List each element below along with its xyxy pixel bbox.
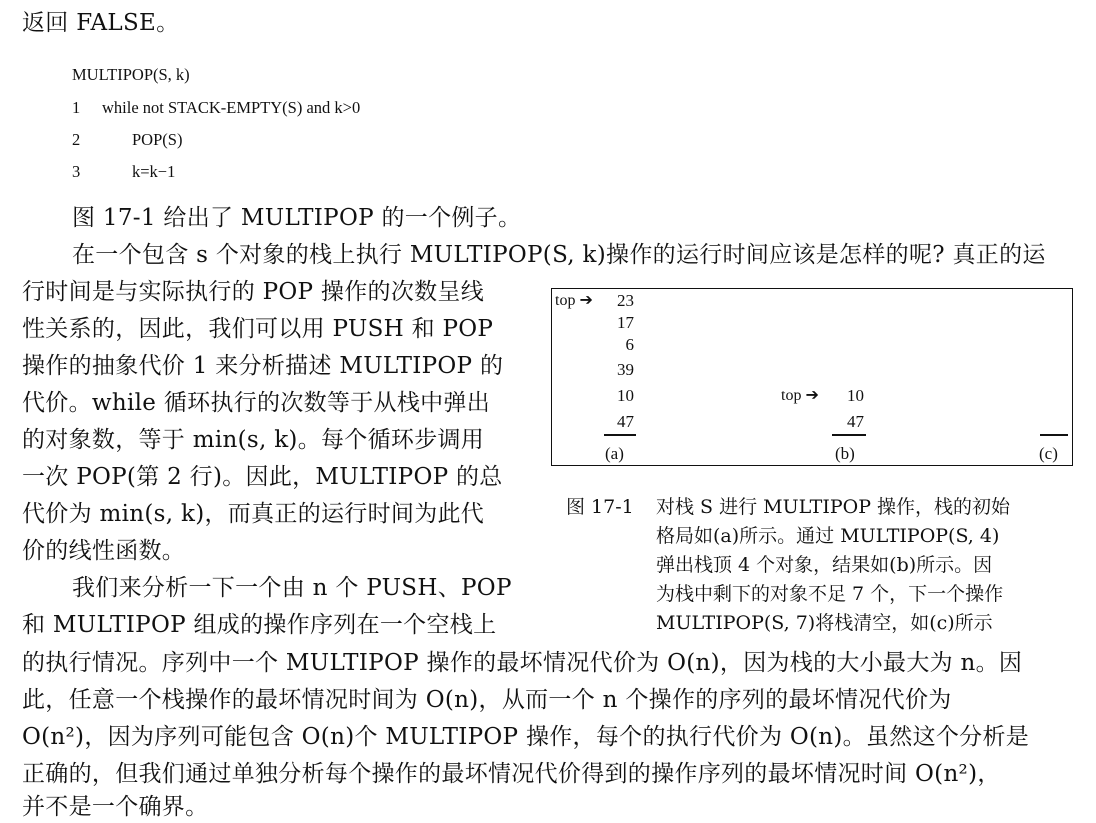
text-line: 代价。while 循环执行的次数等于从栈中弹出 [22,390,491,416]
line-number: 3 [72,162,81,181]
text-line: 价的线性函数。 [22,538,186,564]
stack-a-item: 47 [617,412,634,431]
text-line: 我们来分析一下一个由 n 个 PUSH、POP [72,575,512,601]
code-header: MULTIPOP(S, k) [72,65,190,84]
stack-a-item: 23 [617,291,634,310]
stack-a-item: 10 [617,386,634,405]
figure-caption-line: 对栈 S 进行 MULTIPOP 操作，栈的初始 [656,496,1011,518]
code-line-2 [72,129,182,151]
text-line: 在一个包含 s 个对象的栈上执行 MULTIPOP(S, k)操作的运行时间应该是怎样的呢? 真正的运 [72,242,1046,268]
text-line: 正确的，但我们通过单独分析每个操作的最坏情况代价得到的操作序列的最坏情况时间 O(n²)， [22,761,1001,787]
code-text: k=k−1 [132,162,176,181]
top-pointer [781,386,819,406]
stack-c-base [1040,434,1068,436]
figure-caption-line: MULTIPOP(S, 7)将栈清空，如(c)所示 [656,612,993,634]
text-line: 图 17-1 给出了 MULTIPOP 的一个例子。 [72,205,522,231]
text-line: 的对象数，等于 min(s, k)。每个循环步调用 [22,427,485,453]
text-line: 和 MULTIPOP 组成的操作序列在一个空栈上 [22,612,497,638]
label-a: (a) [605,444,624,463]
stack-a-item: 17 [617,313,634,332]
top-label: top [555,292,576,309]
text-line: 的执行情况。序列中一个 MULTIPOP 操作的最坏情况代价为 O(n)，因为栈的大小最大为 n。因 [22,650,1023,676]
code-line-3 [72,161,175,183]
stack-figure [551,288,1073,466]
text-line: 此，任意一个栈操作的最坏情况时间为 O(n)，从而一个 n 个操作的序列的最坏情况代价为 [22,687,952,713]
label-c: (c) [1039,444,1058,463]
line-number: 1 [72,98,81,117]
stack-a-item: 6 [625,335,634,354]
text-line: 一次 POP(第 2 行)。因此，MULTIPOP 的总 [22,464,503,490]
text-line: 代价为 min(s, k)，而真正的运行时间为此代 [22,501,485,527]
top-pointer [555,291,593,311]
text-line: 性关系的，因此，我们可以用 PUSH 和 POP [22,316,494,342]
arrow-right-icon: ➔ [579,292,593,309]
stack-a-item: 39 [617,360,634,379]
line-number: 2 [72,130,81,149]
text-line: 操作的抽象代价 1 来分析描述 MULTIPOP 的 [22,353,504,379]
figure-caption-line: 格局如(a)所示。通过 MULTIPOP(S, 4) [656,525,1000,547]
figure-caption-label: 图 17-1 [566,496,634,518]
code-line-1 [72,97,360,119]
stack-b-item: 47 [847,412,864,431]
stack-b-item: 10 [847,386,864,405]
arrow-right-icon: ➔ [805,387,819,404]
code-text: POP(S) [132,130,183,149]
stack-b-base [832,434,866,436]
text-line: 返回 FALSE。 [22,10,180,36]
figure-caption-line: 为栈中剩下的对象不足 7 个，下一个操作 [656,583,1004,605]
text-line: 并不是一个确界。 [22,794,209,820]
figure-caption-line: 弹出栈顶 4 个对象，结果如(b)所示。因 [656,554,993,576]
text-line: O(n²)，因为序列可能包含 O(n)个 MULTIPOP 操作，每个的执行代价为 O(n)。虽然这个分析是 [22,724,1030,750]
top-label: top [781,387,802,404]
label-b: (b) [835,444,855,463]
stack-a-base [604,434,636,436]
text-line: 行时间是与实际执行的 POP 操作的次数呈线 [22,279,485,305]
code-text: while not STACK-EMPTY(S) and k>0 [102,98,361,117]
